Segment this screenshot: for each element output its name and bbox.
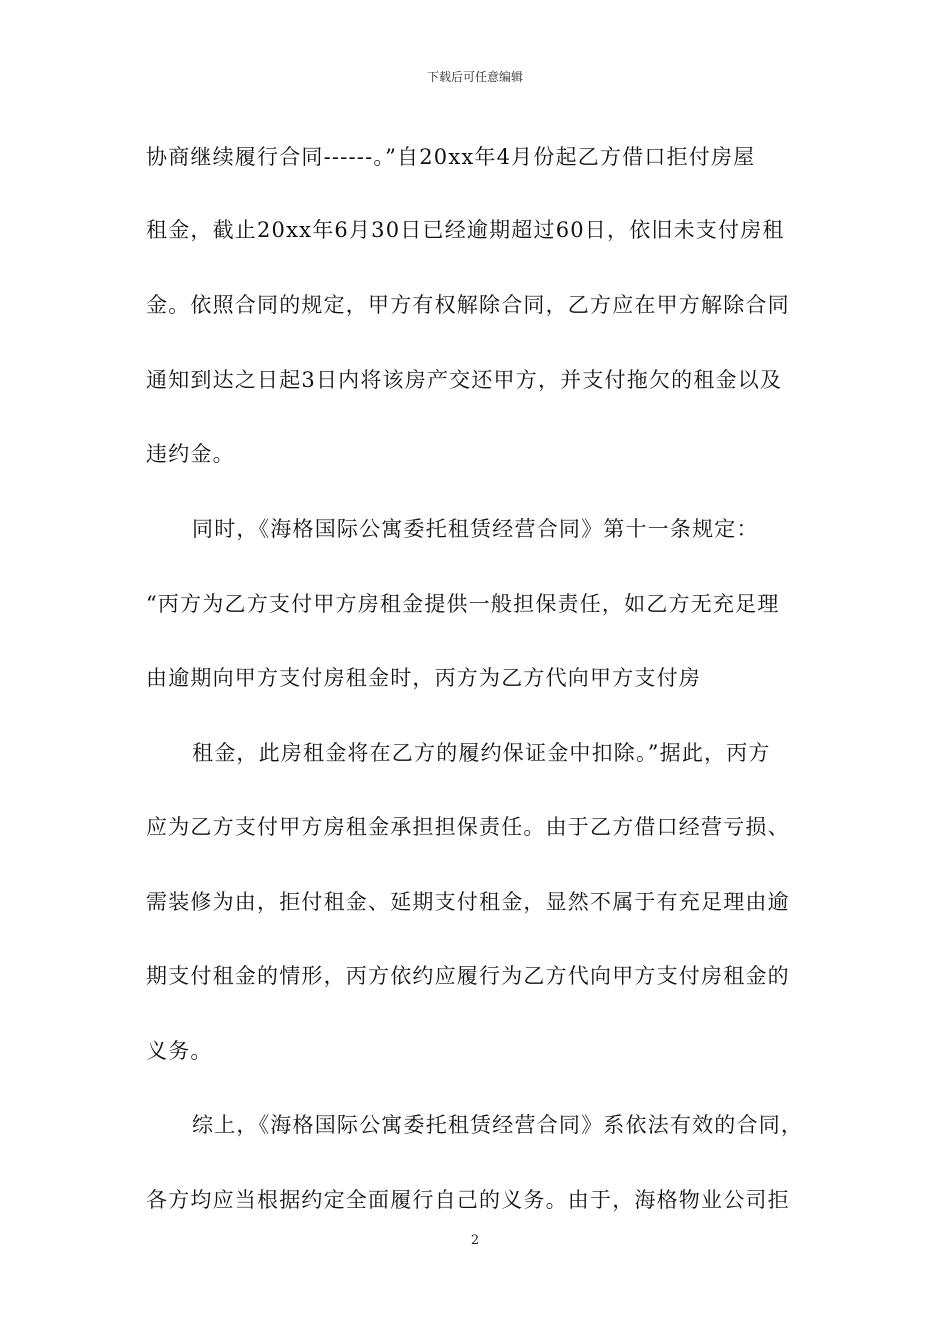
- page-header: 下载后可任意编辑: [426, 70, 523, 84]
- text-line: 租金，截止20xx年6月30日已经逾期超过60日，依旧未支付房租: [146, 218, 785, 242]
- page-number: 2: [470, 1233, 480, 1248]
- text-line: 期支付租金的情形，丙方依约应履行为乙方代向甲方支付房租金的: [146, 964, 790, 988]
- text-line: 金。依照合同的规定，甲方有权解除合同，乙方应在甲方解除合同: [146, 293, 790, 317]
- text-line: 由逾期向甲方支付房租金时，丙方为乙方代向甲方支付房: [146, 666, 701, 690]
- text-line: 同时，《海格国际公寓委托租赁经营合同》第十一条规定：: [192, 517, 759, 541]
- text-line: 义务。: [146, 1039, 213, 1063]
- text-line: 应为乙方支付甲方房租金承担担保责任。由于乙方借口经营亏损、: [146, 815, 790, 839]
- text-line: 各方均应当根据约定全面履行自己的义务。由于，海格物业公司拒: [146, 1188, 790, 1212]
- text-line: 违约金。: [146, 442, 235, 466]
- text-line: 协商继续履行合同------。”自20xx年4月份起乙方借口拒付房屋: [146, 145, 756, 169]
- text-line: 综上，《海格国际公寓委托租赁经营合同》系依法有效的合同，: [192, 1113, 804, 1137]
- text-line: 需装修为由，拒付租金、延期支付租金，显然不属于有充足理由逾: [146, 890, 790, 914]
- text-line: “丙方为乙方支付甲方房租金提供一般担保责任，如乙方无充足理: [146, 592, 780, 616]
- text-line: 租金，此房租金将在乙方的履约保证金中扣除。”据此，丙方: [192, 741, 771, 765]
- text-line: 通知到达之日起3日内将该房产交还甲方，并支付拖欠的租金以及: [146, 368, 783, 392]
